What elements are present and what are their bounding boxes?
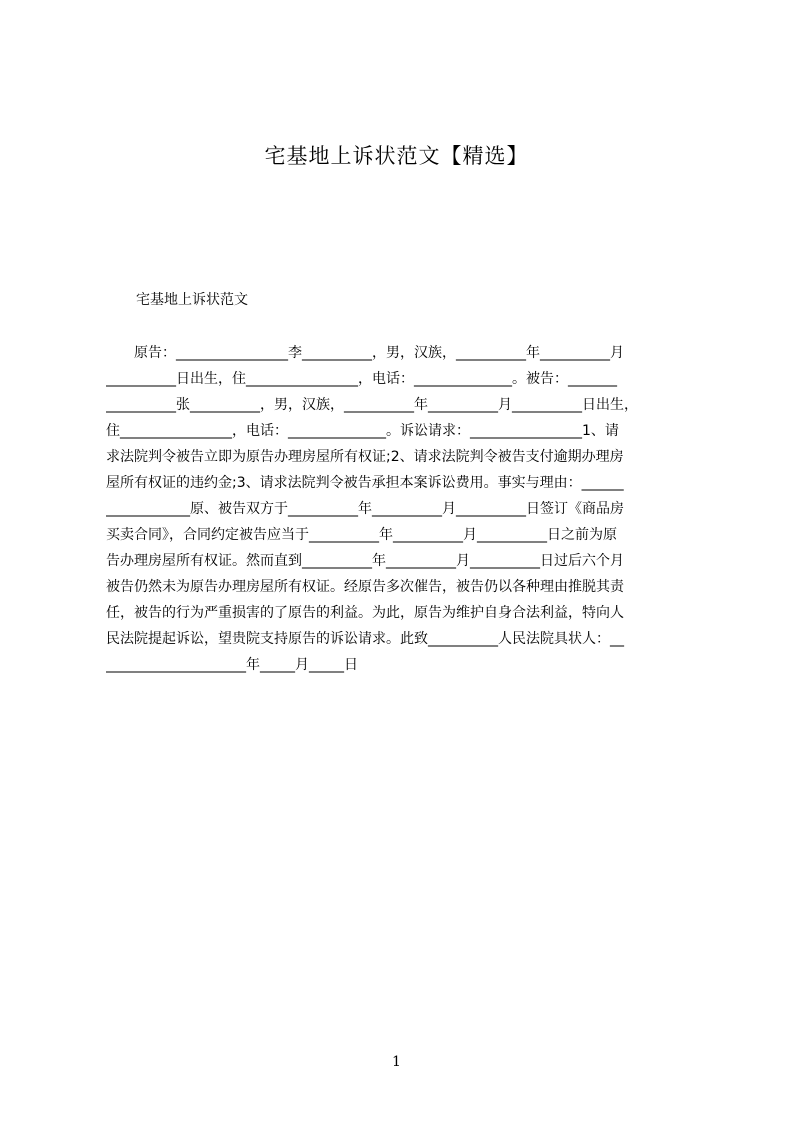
body-line: 屋所有权证的违约金;3、请求法院判令被告承担本案诉讼费用。事实与理由：______: [106, 475, 624, 491]
body-line: __________张__________，男，汉族，__________年__________月__________日出生，: [106, 397, 638, 413]
document-body: [106, 340, 697, 678]
document-subtitle: 宅基地上诉状范文: [136, 292, 248, 308]
body-line: 住________________，电话：______________。诉讼请求：________________1、请: [106, 423, 619, 439]
body-line: __________日出生，住________________，电话：______________。被告：_______: [106, 371, 617, 387]
body-line: ____________原、被告双方于__________年__________月__________日签订《商品房: [106, 501, 624, 517]
body-line: 原告：________________李__________，男，汉族，__________年__________月: [106, 345, 624, 361]
body-line: 买卖合同》，合同约定被告应当于__________年__________月__________日之前为原: [106, 527, 617, 543]
body-line: 求法院判令被告立即为原告办理房屋所有权证;2、请求法院判令被告支付逾期办理房: [106, 449, 624, 465]
body-line: ____________________年_____月_____日: [106, 657, 358, 673]
body-line: 告办理房屋所有权证。然而直到__________年__________月__________日过后六个月: [106, 553, 624, 569]
document-title: 宅基地上诉状范文【精选】: [264, 144, 529, 168]
body-line: 任，被告的行为严重损害的了原告的利益。为此，原告为维护自身合法利益，特向人: [106, 605, 624, 621]
body-line: 民法院提起诉讼，望贵院支持原告的诉讼请求。此致__________人民法院具状人：__: [106, 631, 624, 647]
page-number: 1: [392, 1054, 401, 1070]
body-line: 被告仍然未为原告办理房屋所有权证。经原告多次催告，被告仍以各种理由推脱其责: [106, 579, 624, 595]
